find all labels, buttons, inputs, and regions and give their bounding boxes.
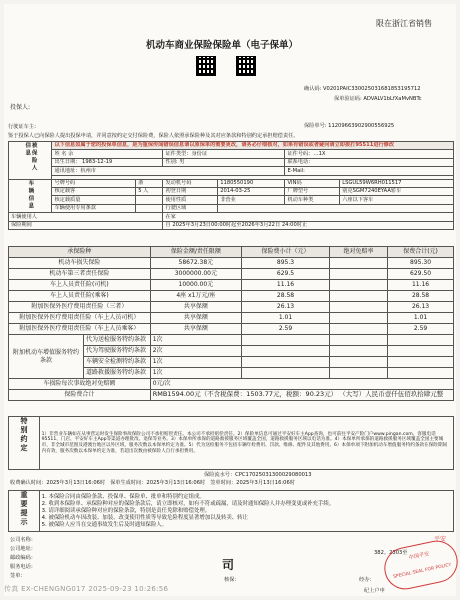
table-row: 道路救援服务特约条款 1次 <box>9 368 454 379</box>
insured-vehicle-table: 被保险人信息 以下信息如属于您的投保单信息，是为重保传闻错误信息请以原保单的需要更改，请务必仔细核对，如果有错误或者疑问请立即拨打95511进行修改 姓 名 余 证件类型：身份证 证件号码：…1X 出生日期： 1983-12-19 性别: 男 联系电话： 通讯地址：杭州市 E-Mail: 车辆信息 号牌号码 浙 发动机号码 1180550190 VIN码 LSGUL59W6RH011517 核定载客 5 人 初登日期 2014-03-25 厂牌型号 别克SGM7240EYAA轿车 核定载质量 使用性质 非营业 机动车种类 六座以下客车 车辆使用专用条款 行驶区域 车辆使用人 在家 保险期间 自 2025年3月23日00:00时起至2026年3月22日 24:00时止 <box>8 141 454 230</box>
insured-label: 投保人: <box>10 104 31 111</box>
special-terms-text: 1）非营业车辆如在从事营运时发生保险事故保险公司不承担赔偿责任。本公司不承担赔偿责任。2）保险单信息可通过平安好车主App查询，也可前往平安产险门户www.pingan.com、客服电话95511、门店、平安好车主App等渠道办理批改、退保等业务。3）本保单所承保的道路救援服务区域覆盖全国，道路救援服务区域以电话为准。4）本保单所承保的道路救援服务区域覆盖全国主要城市，非全城市范围及港澳台地区以外区域，服务次数以本保单约定为准。5）代为送检服务不包括车辆年检费用、罚款、维修、配件及其他费用。6）本保单项下附加机动车增值服务特约条款在保险期间内有效，服务次数以本保单约定为准，若超出次数由被保险人自行承担费用。 <box>39 417 453 470</box>
fax-watermark: 传真 EX-CHENGNG017 2025-09-23 10:26:56 <box>4 585 169 593</box>
verify-code-line: 确认码: V0201PAIC330025031681853195712 <box>304 86 421 92</box>
table-row: 车上人员责任险(司机) 10000.00元 11.16 11.16 <box>9 280 454 291</box>
receipt-number: 保险流水号：CPC17025031300029080013 <box>204 472 312 478</box>
qr-code-icon <box>236 56 256 76</box>
seal-center-glyph: 司 <box>222 558 235 572</box>
special-terms-table <box>8 416 454 470</box>
table-row: 附加机动车增值服务特约条款 代为送检服务特约条款 1次 <box>9 335 454 346</box>
important-tips-table <box>8 490 454 532</box>
driving-license-label: 行驶证车主： <box>8 124 40 130</box>
table-row: 附加医保外医疗费用责任险（三者） 共享保额 26.13 26.13 <box>9 302 454 313</box>
policy-title: 机动车商业保险保险单（电子保单） <box>146 40 299 51</box>
list-item: 5. 被保险人应当在交通事故发生后及时通知保险人。 <box>41 521 168 528</box>
company-block: 公司名称： 公司地址： 邮政编码： 服务电话： 签单： <box>10 537 36 579</box>
insured-section-label: 被保险人信息 <box>9 142 52 180</box>
table-row: 附加医保外医疗费用责任险（车上人员乘客） 共享保额 2.59 2.59 <box>9 324 454 335</box>
table-row: 车上人员责任险(乘客) 4座 x1万元/座 28.58 28.58 <box>9 291 454 302</box>
vehicle-section-label: 车辆信息 <box>9 179 52 213</box>
seal-side-text: 平安 <box>434 536 447 543</box>
table-row: 保险费合计 RMB1594.00元（不含税保费：1503.77元，税额：90.23元） （大写）人民币壹仟伍佰玖拾肆元整 <box>9 390 454 401</box>
premium-total: RMB1594.00元（不含税保费：1503.77元，税额：90.23元） （大写）人民币壹仟伍佰玖拾肆元整 <box>150 390 453 401</box>
service-phone: 382。2303至 <box>374 550 408 556</box>
policy-document <box>4 4 456 596</box>
table-row: 机动车损失保险 58672.38元 895.3 895.30 <box>9 258 454 269</box>
service-group-label: 附加机动车增值服务特约条款 <box>9 335 84 379</box>
handler-label: 经办： <box>359 577 375 583</box>
qr-code-icon <box>196 56 216 76</box>
region-note: 限在浙江省销售 <box>376 19 432 28</box>
company-seal: 中国平安 SPECIAL SEAL FOR POLICY <box>380 537 460 593</box>
list-item: 4. 被保险机动车因改装、加装、改变使用性质等导致危险程度显著增加以及转卖、转让 <box>41 514 248 521</box>
table-row: 附加医保外医疗费用责任险（车上人员司机） 共享保额 1.01 1.01 <box>9 313 454 324</box>
list-item: 3. 请详细阅读承保险种对应的保险条款，特别是责任免除和赔偿处理。 <box>41 507 211 514</box>
list-item: 2. 收到本保险单、承保险种对应的保险条款后，请立即核对，如有不符或疏漏，请及时通知保险人并办理变更或补充手续。 <box>41 500 335 507</box>
timestamps-line: 收费确认时间：2025年3月13日16:06时 保单生成时间：2025年3月13日16:06时 签单时间：2025年3月13日16:06时 <box>10 480 295 486</box>
table-row: 代为驾驶服务特约条款 2次 <box>9 346 454 357</box>
policy-verify-line: 保单验证码: ADVALV1bLfXaMvNBTc <box>334 96 422 102</box>
coverage-table: 承保险种 保险金额/责任限额 保险费小计（元） 绝对免赔率 保费合计(元) 机动车损失保险 58672.38元 895.3 895.30 机动车第三者责任保险 3000000.00元 629.5 629.50 车上人员责任险(司机) 10000.00元 11.16 11.16 车上人员责任险(乘客) 4座 x1万元/座 28.58 28.58 附加医保外医疗费用责任险（三者） 共享保额 26.13 26.13 附加医保外医疗费用责任险（车上人员司机） 共享保额 1.01 1.01 附加医保外医疗费用责任险（车上人员乘客） 共享保额 2.59 2.59 附加机动车增值服务特约条款 代为送检服务特约条款 1次 代为驾驶服务特约条款 2次 车辆安全检测特约条款 1次 道路救援服务特约条款 1次 车损险每次事故绝对免赔额 0元/次 保险费合计 RMB1594.00元（不含税保费：1503.77元，税额：90.23元） （大写）人民币壹仟伍佰玖拾肆元整 <box>8 246 454 401</box>
list-item: 1. 本保险合同由保险条款、投保单、保险单、批单和特别约定组成。 <box>41 493 205 500</box>
tips-label: 重要提示 <box>9 491 40 532</box>
policy-intro: 鉴于投保人已向保险人提出投保申请，并同意按约定交付保险费，保险人依照承保险种及其对应条款和特别约定承担赔偿责任。 <box>8 133 299 139</box>
policy-number-line: 保险单号: 11209663902900556925 <box>304 123 395 129</box>
reviewer-label: 核保： <box>224 577 240 583</box>
table-row: 车辆安全检测特约条款 1次 <box>9 357 454 368</box>
insured-name-cell: 姓 名 余 <box>52 150 163 158</box>
special-terms-label: 特别约定 <box>9 417 40 470</box>
table-row: 机动车第三者责任保险 3000000.00元 629.5 629.50 <box>9 269 454 280</box>
table-row: 车损险每次事故绝对免赔额 0元/次 <box>9 379 454 390</box>
insured-warning: 以下信息如属于您的投保单信息，是为重保传闻错误信息请以原保单的需要更改，请务必仔细核对，如果有错误或者疑问请立即拨打95511进行修改 <box>52 142 454 150</box>
remark-text: 纪上户申 <box>364 588 385 594</box>
